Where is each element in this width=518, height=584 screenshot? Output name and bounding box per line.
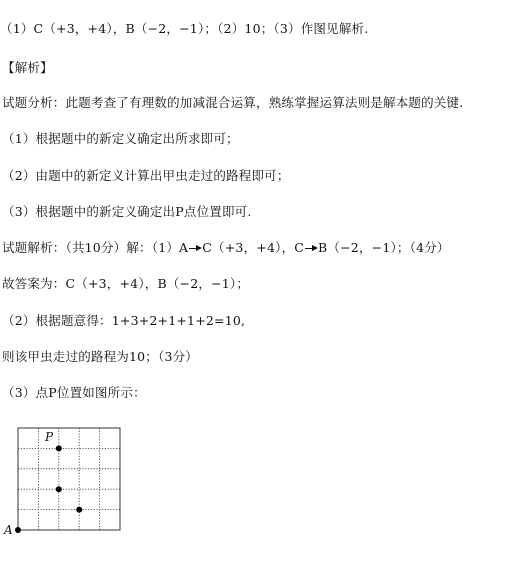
grid-figure [0,418,140,548]
right-arrow-icon [189,244,201,254]
grid-diagram [0,418,140,548]
analysis-heading: 【解析】 [2,60,53,75]
solution-step-1 [2,240,450,256]
point-p-label: P [45,430,54,444]
analysis-intro: 试题分析：此题考查了有理数的加减混合运算，熟练掌握运算法则是解本题的关键. [2,95,464,110]
right-arrow-icon [305,244,317,254]
analysis-step-2: （2）由题中的新定义计算出甲虫走过的路程即可； [2,168,290,183]
solution-step-2: （2）根据题意得：1+3+2+1+1+2=10, [2,313,246,328]
analysis-step-3: （3）根据题中的新定义确定出P点位置即可. [2,204,252,219]
grid-point-point-2 [56,486,62,492]
grid-point-point-3 [76,507,82,513]
analysis-step-1: （1）根据题中的新定义确定出所求即可； [2,131,239,146]
grid-border [18,428,120,530]
solution-distance: 则该甲虫走过的路程为10；（3分） [2,349,199,364]
solution-step-1-mid2: B（−2，−1）；（4分） [318,240,450,255]
solution-answer: 故答案为：C（+3，+4），B（−2，−1）； [2,276,250,291]
grid-point-p [56,445,62,451]
solution-step-3: （3）点P位置如图所示： [2,385,146,400]
answer-line: （1）C（+3，+4），B（−2，−1）；（2）10；（3）作图见解析. [0,21,369,36]
solution-step-1-prefix: 试题解析：（共10分）解：（1）A [2,240,189,255]
solution-step-1-mid1: C（+3，+4），C [202,240,305,255]
grid-point-a [15,527,21,533]
point-a-label: A [4,523,13,537]
